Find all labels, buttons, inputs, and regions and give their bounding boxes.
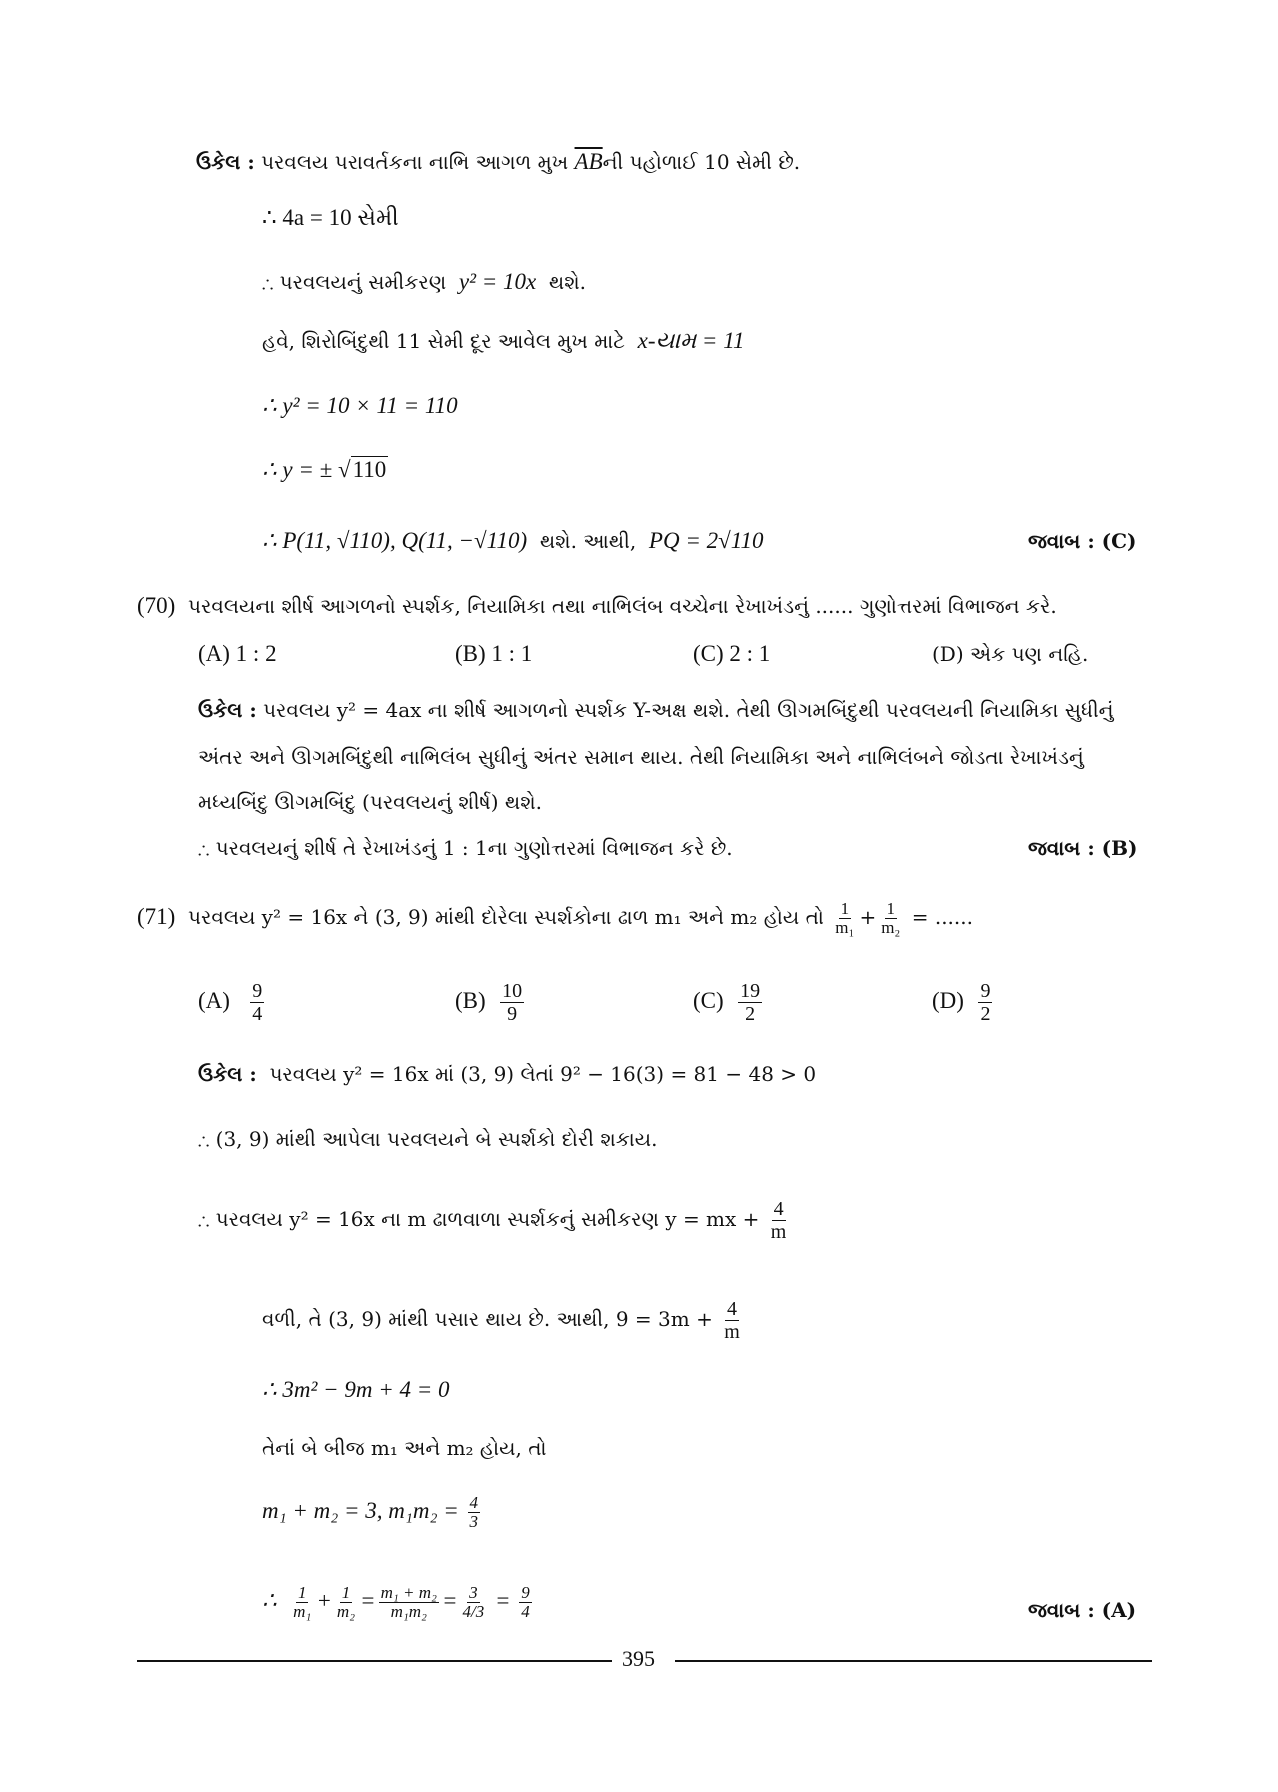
question-text: પરવલયના શીર્ષ આગળનો સ્પર્શક, નિયામિકા તથા નાભિલંબ વચ્ચેના રેખાખંડનું ...... ગુણોત્તરમાં વિભાજન કરે. (188, 594, 1057, 618)
answer-value: (B) (1101, 836, 1138, 860)
option-71-d (932, 980, 995, 1025)
solution-70-line-1 (198, 694, 1114, 726)
numerator: 9 (521, 1583, 530, 1602)
numerator: 19 (740, 980, 761, 1002)
fraction-3-over-4-3 (460, 1584, 486, 1621)
denominator: m₂ (881, 918, 901, 937)
answer-label: જવાબ (1028, 529, 1081, 553)
option-71-a (198, 980, 267, 1025)
solution-70-line-4: ∴ પરવલયનું શીર્ષ તે રેખાખંડનું 1 : 1ના ગુણોત્તરમાં વિભાજન કરે છે. (198, 836, 733, 860)
answer-71 (1028, 1594, 1136, 1626)
denominator: m₁m₂ (390, 1602, 427, 1621)
answer-label: જવાબ (1028, 836, 1081, 860)
solution-71-line-3 (198, 1198, 791, 1243)
denominator: 9 (507, 1003, 518, 1025)
option-fraction (978, 980, 992, 1025)
option-71-c (693, 980, 765, 1025)
answer-70 (1028, 832, 1138, 864)
denominator: 4 (252, 1003, 263, 1025)
footer-rule-left (137, 1660, 612, 1662)
solution-70-line-3: મધ્યબિંદુ ઊગમબિંદુ (પરવલયનું શીર્ષ) થશે. (198, 790, 542, 814)
text: હવે, શિરોબિંદુથી 11 સેમી દૂર આવેલ મુખ માટે (262, 329, 625, 353)
solution-label: ઉકેલ : (198, 698, 257, 722)
text: ની પહોળાઈ 10 સેમી છે. (602, 150, 801, 174)
text: થશે. (548, 270, 587, 294)
fraction-4-m (722, 1298, 742, 1343)
numerator: 9 (980, 980, 991, 1002)
option-label: (B) (455, 987, 486, 1013)
fraction-1-m1 (833, 900, 856, 937)
text: પરવલય પરાવર્તકના નાભિ આગળ મુખ (261, 150, 569, 174)
numerator: 4 (726, 1298, 737, 1320)
denominator: 3 (469, 1512, 478, 1531)
answer-colon: : (1087, 1598, 1095, 1622)
answer-label: જવાબ (1028, 1598, 1081, 1622)
numerator: 1 (886, 899, 896, 918)
text: પરવલય y² = 4ax ના શીર્ષ આગળનો સ્પર્શક Y-અક્ષ થશે. તેથી ઊગમબિંદુથી પરવલયની નિયામિકા સુધીનું (263, 698, 1114, 722)
solution-71-line-2: ∴ (3, 9) માંથી આપેલા પરવલયને બે સ્પર્શકો દોરી શકાય. (198, 1127, 658, 1151)
option-label: (C) (693, 987, 724, 1013)
numerator: 1 (840, 899, 850, 918)
numerator: 4 (469, 1493, 478, 1512)
option-fraction (500, 980, 524, 1025)
question-70 (137, 590, 1057, 622)
solution-69-line-1 (196, 146, 800, 178)
fraction-1-m2 (335, 1584, 357, 1621)
denominator: m (770, 1221, 787, 1243)
solution-70-line-2: અંતર અને ઊગમબિંદુથી નાભિલંબ સુધીનું અંતર સમાન થાય. તેથી નિયામિકા અને નાભિલંબને જોડતા રેખાખંડનું (198, 745, 1084, 769)
text: ∴ પરવલયનું સમીકરણ (262, 270, 447, 294)
solution-69-line-5: ∴ y² = 10 × 11 = 110 (262, 393, 458, 418)
denominator: 2 (745, 1003, 756, 1025)
solution-69-line-7 (262, 525, 764, 557)
solution-71-line-7 (262, 1494, 483, 1531)
text: ∴ પરવલય y² = 16x ના m ઢાળવાળા સ્પર્શકનું સમીકરણ y = mx + (198, 1207, 760, 1231)
option-label: (A) (198, 987, 230, 1013)
solution-label: ઉકેલ : (198, 1062, 257, 1086)
numerator: 4 (773, 1198, 784, 1220)
question-number: (70) (137, 593, 176, 618)
option-label: (D) (932, 987, 964, 1013)
denominator: m (724, 1321, 740, 1343)
denominator: m₁ (293, 1602, 312, 1621)
pq-length: PQ = 2√110 (648, 528, 764, 553)
solution-71-line-4 (262, 1298, 745, 1343)
denominator: m₂ (336, 1602, 356, 1621)
therefore-symbol: ∴ (262, 1587, 277, 1613)
text: વળી, તે (3, 9) માંથી પસાર થાય છે. આથી, 9 = 3m + (262, 1307, 713, 1331)
text: = ...... (911, 905, 973, 929)
fraction-4-m (769, 1198, 789, 1243)
denominator: 2 (980, 1003, 991, 1025)
equation: x-યામ = 11 (637, 328, 745, 353)
text: થશે. આથી, (539, 529, 637, 553)
text: પરવલય y² = 16x માં (3, 9) લેતાં 9² − 16(3) = 81 − 48 > 0 (269, 1062, 817, 1086)
numerator: 10 (502, 980, 523, 1002)
answer-value: (C) (1101, 529, 1137, 553)
question-number: (71) (137, 904, 176, 929)
text: ∴ y = ± (262, 457, 338, 482)
solution-69-line-3 (262, 266, 586, 298)
answer-value: (A) (1101, 1598, 1137, 1622)
solution-label: ઉકેલ : (196, 150, 255, 174)
question-text: પરવલય y² = 16x ને (3, 9) માંથી દોરેલા સ્પર્શકોના ઢાળ m₁ અને m₂ હોય તો (188, 905, 824, 929)
option-fraction (250, 980, 264, 1025)
fraction-1-m1 (291, 1584, 313, 1621)
radicand: 110 (352, 457, 387, 482)
fraction-9-4 (519, 1584, 532, 1621)
points-pq: ∴ P(11, √110), Q(11, −√110) (262, 528, 528, 553)
solution-71-line-8: ∴ $\frac{1}{\text{m₁}}$ + $\frac{1}{\text{m₂}}$ = $\frac{\text{m₁ + m₂}}{\text{m₁m₂}}$ = $\frac{3}{4/3}$ = $\frac{9}{4}$ (262, 1583, 530, 1621)
answer-colon: : (1087, 836, 1095, 860)
option-70-b: (B) 1 : 1 (455, 641, 533, 666)
option-70-a: (A) 1 : 2 (198, 641, 277, 666)
numerator: m₁ + m₂ (380, 1583, 437, 1602)
fraction-1-m2 (879, 900, 902, 937)
option-71-b (455, 980, 527, 1025)
text: m₁ + m₂ = 3, m₁m₂ = (262, 1497, 459, 1523)
option-70-c: (C) 2 : 1 (693, 641, 771, 666)
solution-71-line-5: ∴ 3m² − 9m + 4 = 0 (262, 1377, 450, 1402)
numerator: 1 (297, 1583, 307, 1602)
option-70-d: (D) એક પણ નહિ. (932, 642, 1089, 666)
question-71: (71) પરવલય y² = 16x ને (3, 9) માંથી દોરેલા સ્પર્શકોના ઢાળ m₁ અને m₂ હોય તો $\frac{1}{\text{m₁}}$ + $\frac{1}{\text{m₂}}$ = ...... (137, 899, 973, 937)
segment-ab: $\overline{AB}$ (574, 149, 603, 174)
solution-69-line-6: ∴ y = ± √110 (262, 457, 387, 482)
fraction-4-3 (468, 1494, 481, 1531)
page-number: 395 (622, 1646, 655, 1671)
fraction-sum-product (379, 1584, 439, 1621)
numerator: 9 (252, 980, 263, 1002)
denominator: 4/3 (462, 1602, 485, 1621)
solution-71-line-1 (198, 1058, 816, 1090)
numerator: 3 (469, 1583, 478, 1602)
equation: y² = 10x (458, 269, 537, 294)
answer-colon: : (1087, 529, 1095, 553)
solution-69-line-4 (262, 325, 745, 357)
denominator: m₁ (835, 918, 855, 937)
answer-69 (1028, 525, 1137, 557)
option-fraction (738, 980, 762, 1025)
numerator: 1 (341, 1583, 351, 1602)
denominator: 4 (521, 1602, 530, 1621)
footer-rule-right (675, 1660, 1152, 1662)
solution-71-line-6: તેનાં બે બીજ m₁ અને m₂ હોય, તો (262, 1436, 547, 1460)
solution-69-line-2: ∴ 4a = 10 સેમી (262, 205, 399, 230)
